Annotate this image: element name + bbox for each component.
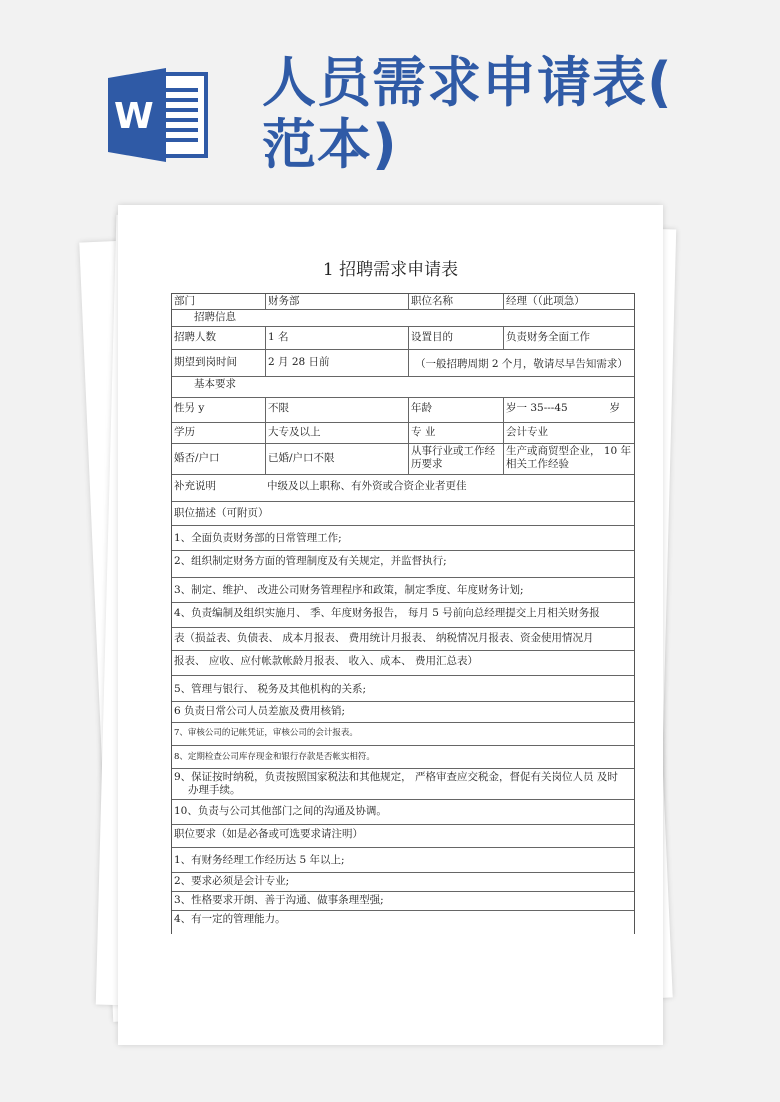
table-row — [172, 294, 634, 310]
table-row — [172, 398, 634, 423]
cell-value: 会计专业 — [503, 423, 634, 443]
cell-label: 从事行业或工作经历要求 — [408, 444, 503, 474]
age-range: 岁一 35---45 — [506, 402, 568, 414]
cell-label: 专 业 — [408, 423, 503, 443]
list-item: 2、要求必须是会计专业; — [172, 873, 634, 892]
table-row — [172, 350, 634, 377]
list-item: 8、定期检查公司库存现金和银行存款是否帐实相符。 — [172, 746, 634, 769]
cell-value: 不限 — [265, 398, 408, 422]
cell-value: 中级及以上职称、有外资或合资企业者更佳 — [267, 480, 467, 492]
list-item: 报表、 应收、应付帐款帐龄月报表、 收入、成本、 费用汇总表） — [172, 651, 634, 676]
cell-label: 职位名称 — [408, 294, 503, 309]
list-item: 表（损益表、负债表、 成本月报表、 费用统计月报表、 纳税情况月报表、资金使用情况月 — [172, 628, 634, 651]
list-item: 1、有财务经理工作经历达 5 年以上; — [172, 848, 634, 873]
form-table — [171, 293, 635, 934]
cell-value: 1 名 — [265, 327, 408, 349]
list-item: 3、制定、维护、 改进公司财务管理程序和政策，制定季度、年度财务计划; — [172, 578, 634, 603]
list-item: 5、管理与银行、 税务及其他机构的关系; — [172, 676, 634, 702]
desc-line: 9、保证按时纳税，负责按照国家税法和其他规定， 严格审查应交税金，督促有关岗位人员 及时 — [174, 771, 618, 783]
svg-text:W: W — [114, 96, 154, 137]
list-item: 2、组织制定财务方面的管理制度及有关规定，并监督执行; — [172, 551, 634, 578]
cell-label: 部门 — [174, 295, 195, 307]
desc-line: 办理手续。 — [188, 784, 241, 796]
cell-value: 大专及以上 — [265, 423, 408, 443]
cell-label: 性另 y — [174, 402, 205, 414]
cell-value: 负责财务全面工作 — [503, 327, 634, 349]
cell-value: 经理（（此项急） — [503, 294, 634, 309]
table-row — [172, 423, 634, 444]
cell-label: 招聘人数 — [174, 331, 216, 343]
cell-value: 生产或商贸型企业， 10 年相关工作经验 — [503, 444, 634, 474]
section-heading: 职位要求（如是必备或可选要求请注明） — [174, 828, 363, 840]
cell-label: 期望到岗时间 — [174, 356, 237, 368]
cell-label: 学历 — [174, 426, 195, 438]
age-unit: 岁 — [609, 402, 620, 414]
list-item — [172, 769, 634, 800]
table-row — [172, 327, 634, 350]
document-title: 1 招聘需求申请表 — [322, 260, 459, 280]
title-line-1: 人员需求申请表( — [262, 51, 673, 114]
cell-value: 财务部 — [265, 294, 408, 309]
section-heading: 招聘信息 — [194, 311, 236, 323]
list-item: 3、性格要求开朗、善于沟通、做事条理型强; — [172, 892, 634, 911]
table-row — [172, 502, 634, 526]
cell-value — [503, 398, 634, 422]
cell-label: 年龄 — [408, 398, 503, 422]
document-page — [118, 205, 663, 1045]
table-row — [172, 444, 634, 475]
cell-label: 设置目的 — [408, 327, 503, 349]
table-row — [172, 377, 634, 398]
list-item: 6 负责日常公司人员差旅及费用核销; — [172, 702, 634, 723]
cell-value: 2 月 28 日前 — [265, 350, 408, 376]
section-heading: 职位描述（可附页） — [174, 507, 269, 519]
section-heading: 基本要求 — [194, 378, 236, 390]
cell-label: 补充说明 — [174, 480, 216, 492]
page-title — [262, 52, 762, 176]
list-item: 4、有一定的管理能力。 — [174, 913, 286, 925]
table-row — [172, 825, 634, 848]
cell-value: 已婚/户口不限 — [265, 444, 408, 474]
title-line-2: 范本) — [262, 113, 398, 176]
list-item: 4、负责编制及组织实施月、 季、年度财务报告， 每月 5 号前向总经理提交上月相关财务报 — [172, 603, 634, 628]
cell-label: 婚否/户口 — [174, 452, 220, 464]
list-item: 1、全面负责财务部的日常管理工作; — [172, 526, 634, 551]
table-row — [172, 310, 634, 327]
table-row — [172, 475, 634, 502]
word-icon — [108, 68, 210, 162]
list-item: 10、负责与公司其他部门之间的沟通及协调。 — [172, 800, 634, 825]
list-item: 7、审核公司的记帐凭证，审核公司的会计报表。 — [172, 723, 634, 746]
cell-note: （一般招聘周期 2 个月，敬请尽早告知需求） — [408, 350, 634, 376]
